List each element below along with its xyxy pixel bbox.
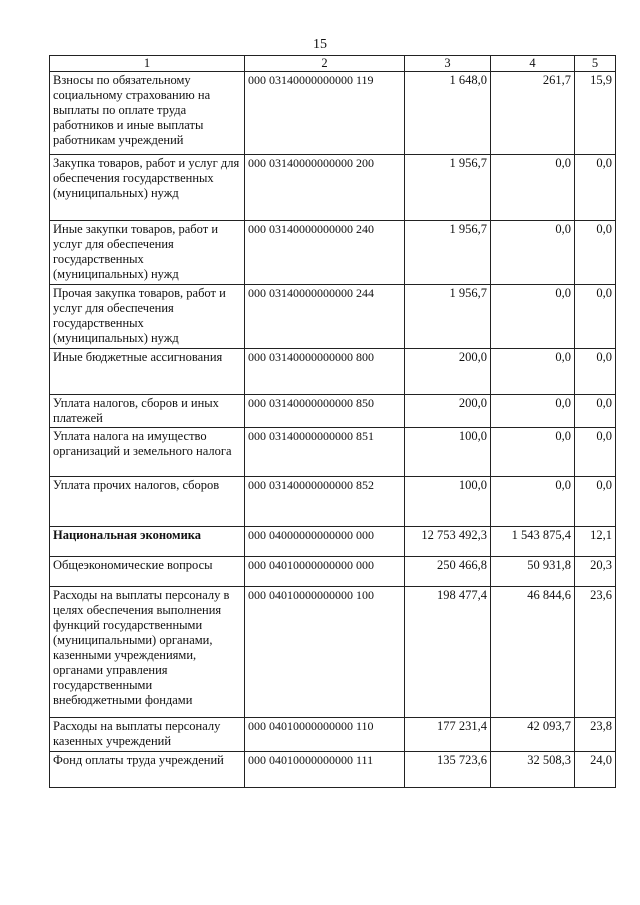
cell-name: Расходы на выплаты персоналу казенных учреждений — [50, 718, 245, 752]
cell-code: 000 03140000000000 800 — [245, 349, 405, 395]
cell-name: Расходы на выплаты персоналу в целях обеспечения выполнения функций государственными (муниципальными) органами, казенными учреждениями, органами управления государственными внебюджетными фондами — [50, 587, 245, 718]
cell-plan: 177 231,4 — [405, 718, 491, 752]
cell-percent: 0,0 — [575, 285, 616, 349]
page-number: 15 — [313, 37, 327, 52]
cell-percent: 23,6 — [575, 587, 616, 718]
cell-code: 000 03140000000000 240 — [245, 221, 405, 285]
table-row — [50, 718, 616, 752]
cell-percent: 24,0 — [575, 752, 616, 788]
cell-actual: 50 931,8 — [491, 557, 575, 587]
table-row — [50, 428, 616, 477]
cell-plan: 1 956,7 — [405, 285, 491, 349]
cell-plan: 1 956,7 — [405, 155, 491, 221]
cell-actual: 0,0 — [491, 221, 575, 285]
cell-percent: 0,0 — [575, 477, 616, 527]
cell-code: 000 04000000000000 000 — [245, 527, 405, 557]
cell-code: 000 03140000000000 119 — [245, 72, 405, 155]
cell-code: 000 03140000000000 852 — [245, 477, 405, 527]
cell-actual: 0,0 — [491, 285, 575, 349]
cell-actual: 46 844,6 — [491, 587, 575, 718]
header-col-3: 3 — [405, 56, 491, 72]
table-row — [50, 395, 616, 428]
table-row — [50, 557, 616, 587]
cell-code: 000 04010000000000 111 — [245, 752, 405, 788]
budget-table — [49, 55, 616, 788]
cell-name: Закупка товаров, работ и услуг для обеспечения государственных (муниципальных) нужд — [50, 155, 245, 221]
cell-plan: 100,0 — [405, 428, 491, 477]
cell-actual: 42 093,7 — [491, 718, 575, 752]
cell-name: Фонд оплаты труда учреждений — [50, 752, 245, 788]
cell-name: Иные закупки товаров, работ и услуг для обеспечения государственных (муниципальных) нужд — [50, 221, 245, 285]
cell-name: Общеэкономические вопросы — [50, 557, 245, 587]
cell-plan: 250 466,8 — [405, 557, 491, 587]
cell-actual: 1 543 875,4 — [491, 527, 575, 557]
table-row — [50, 155, 616, 221]
cell-plan: 198 477,4 — [405, 587, 491, 718]
cell-name: Уплата налога на имущество организаций и земельного налога — [50, 428, 245, 477]
cell-name: Уплата налогов, сборов и иных платежей — [50, 395, 245, 428]
cell-actual: 0,0 — [491, 428, 575, 477]
header-col-5: 5 — [575, 56, 616, 72]
cell-code: 000 03140000000000 851 — [245, 428, 405, 477]
table-row — [50, 72, 616, 155]
cell-actual: 0,0 — [491, 155, 575, 221]
cell-plan: 12 753 492,3 — [405, 527, 491, 557]
cell-name: Взносы по обязательному социальному страхованию на выплаты по оплате труда работников и иные выплаты работникам учреждений — [50, 72, 245, 155]
cell-actual: 0,0 — [491, 349, 575, 395]
cell-actual: 32 508,3 — [491, 752, 575, 788]
cell-plan: 200,0 — [405, 395, 491, 428]
cell-code: 000 03140000000000 850 — [245, 395, 405, 428]
table-row — [50, 527, 616, 557]
table-row — [50, 477, 616, 527]
cell-percent: 12,1 — [575, 527, 616, 557]
header-col-2: 2 — [245, 56, 405, 72]
table-body — [50, 72, 616, 788]
cell-plan: 1 648,0 — [405, 72, 491, 155]
cell-percent: 0,0 — [575, 221, 616, 285]
cell-actual: 261,7 — [491, 72, 575, 155]
cell-plan: 100,0 — [405, 477, 491, 527]
cell-code: 000 04010000000000 000 — [245, 557, 405, 587]
cell-name: Национальная экономика — [50, 527, 245, 557]
header-col-1: 1 — [50, 56, 245, 72]
cell-percent: 15,9 — [575, 72, 616, 155]
cell-plan: 1 956,7 — [405, 221, 491, 285]
table-row — [50, 587, 616, 718]
cell-percent: 23,8 — [575, 718, 616, 752]
table-header — [50, 56, 616, 72]
cell-code: 000 04010000000000 110 — [245, 718, 405, 752]
cell-code: 000 03140000000000 200 — [245, 155, 405, 221]
cell-actual: 0,0 — [491, 395, 575, 428]
cell-code: 000 04010000000000 100 — [245, 587, 405, 718]
cell-percent: 0,0 — [575, 155, 616, 221]
table-row — [50, 349, 616, 395]
cell-plan: 200,0 — [405, 349, 491, 395]
cell-name: Прочая закупка товаров, работ и услуг для обеспечения государственных (муниципальных) нужд — [50, 285, 245, 349]
cell-name: Уплата прочих налогов, сборов — [50, 477, 245, 527]
cell-code: 000 03140000000000 244 — [245, 285, 405, 349]
table-row — [50, 285, 616, 349]
cell-name: Иные бюджетные ассигнования — [50, 349, 245, 395]
cell-percent: 20,3 — [575, 557, 616, 587]
table-row — [50, 221, 616, 285]
cell-percent: 0,0 — [575, 395, 616, 428]
cell-percent: 0,0 — [575, 428, 616, 477]
table-row — [50, 752, 616, 788]
cell-plan: 135 723,6 — [405, 752, 491, 788]
cell-actual: 0,0 — [491, 477, 575, 527]
header-col-4: 4 — [491, 56, 575, 72]
cell-percent: 0,0 — [575, 349, 616, 395]
